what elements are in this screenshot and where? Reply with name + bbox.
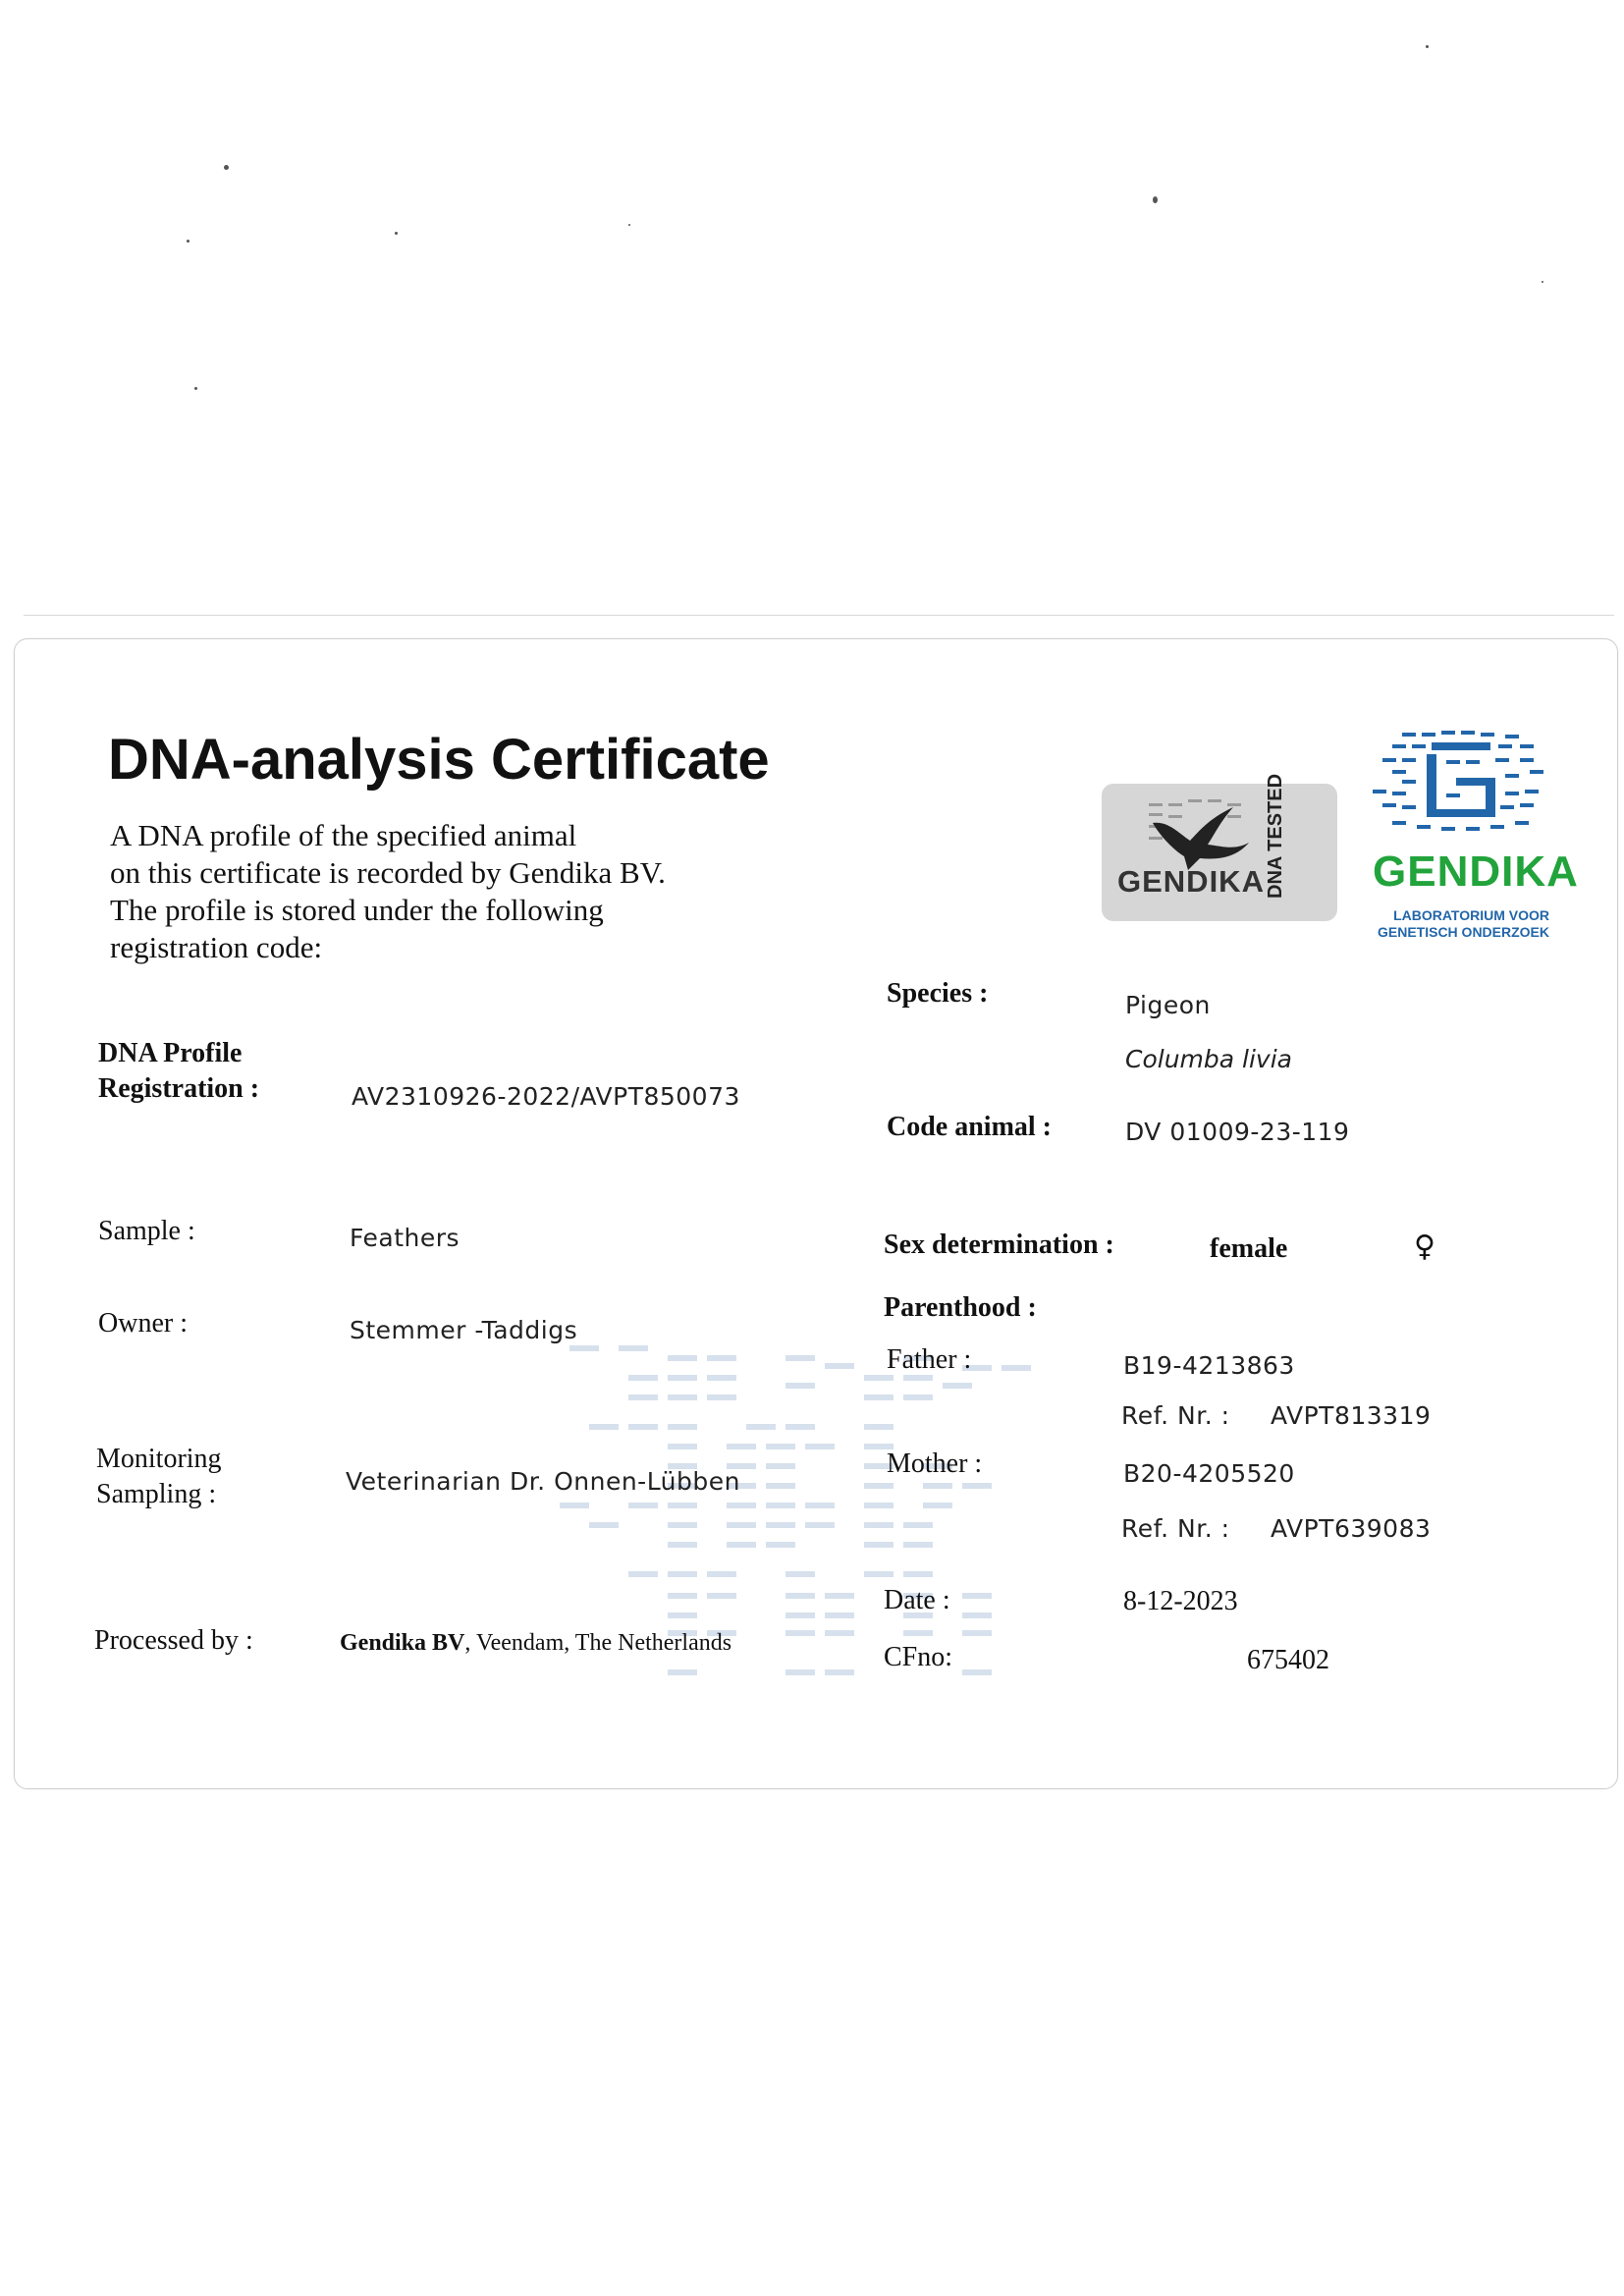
code-animal-label: Code animal : (887, 1112, 1052, 1142)
certificate-title: DNA-analysis Certificate (108, 728, 770, 792)
mother-ref-label: Ref. Nr. : (1121, 1514, 1230, 1543)
father-ref-value: AVPT813319 (1271, 1401, 1432, 1430)
registration-label-line2: Registration : (98, 1073, 260, 1104)
monitoring-label-line2: Sampling : (96, 1479, 217, 1509)
mother-label: Mother : (887, 1449, 983, 1479)
date-value: 8-12-2023 (1123, 1586, 1238, 1616)
code-animal-value: DV 01009-23-119 (1125, 1118, 1350, 1146)
date-label: Date : (884, 1585, 950, 1615)
processed-location: , Veendam, The Netherlands (464, 1630, 732, 1656)
sticker-brand: GENDIKA (1117, 864, 1265, 899)
bird-icon (1139, 793, 1267, 872)
cfno-value: 675402 (1247, 1645, 1329, 1675)
registration-label-line1: DNA Profile (98, 1038, 243, 1068)
monitoring-label-line1: Monitoring (96, 1444, 222, 1474)
scan-speck (1153, 196, 1158, 203)
sex-value: female (1210, 1233, 1288, 1264)
parenthood-label: Parenthood : (884, 1292, 1037, 1323)
female-symbol-icon: ♀ (1414, 1230, 1435, 1264)
species-latin-value: Columba livia (1125, 1045, 1292, 1073)
gendika-logo-icon (1373, 731, 1549, 839)
logo-subtitle-line: GENETISCH ONDERZOEK (1377, 924, 1549, 940)
scan-speck (628, 224, 630, 226)
species-label: Species : (887, 978, 989, 1009)
intro-line: The profile is stored under the following (110, 893, 604, 927)
intro-line: registration code: (110, 930, 323, 964)
scan-edge-line (24, 615, 1614, 616)
owner-value: Stemmer -Taddigs (350, 1316, 578, 1344)
scan-speck (194, 387, 197, 390)
scan-speck (1426, 45, 1429, 48)
sample-label: Sample : (98, 1216, 195, 1246)
sticker-label: DNA TESTED (1265, 773, 1286, 899)
father-label: Father : (887, 1344, 972, 1375)
mother-ref-value: AVPT639083 (1271, 1514, 1432, 1543)
father-value: B19-4213863 (1123, 1351, 1295, 1380)
processed-company: Gendika BV (340, 1630, 465, 1656)
intro-line: on this certificate is recorded by Gendika BV. (110, 855, 666, 890)
scan-speck (1542, 281, 1543, 283)
intro-line: A DNA profile of the specified animal (110, 818, 577, 852)
processed-value (340, 1630, 731, 1657)
cfno-label: CFno: (884, 1642, 953, 1672)
sample-value: Feathers (350, 1224, 460, 1252)
mother-value: B20-4205520 (1123, 1459, 1295, 1488)
owner-label: Owner : (98, 1308, 188, 1339)
scan-speck (224, 165, 229, 170)
species-common-value: Pigeon (1125, 991, 1211, 1019)
gendika-logo-subtitle (1373, 907, 1549, 941)
father-ref-label: Ref. Nr. : (1121, 1401, 1230, 1430)
logo-subtitle-line: LABORATORIUM VOOR (1393, 907, 1549, 923)
scan-speck (395, 232, 398, 235)
registration-value: AV2310926-2022/AVPT850073 (352, 1082, 740, 1111)
processed-label: Processed by : (94, 1625, 253, 1656)
scan-speck (187, 240, 189, 243)
intro-paragraph (110, 817, 817, 966)
monitoring-value: Veterinarian Dr. Onnen-Lübben (346, 1467, 740, 1496)
gendika-logo-name: GENDIKA (1373, 847, 1579, 896)
sex-determination-label: Sex determination : (884, 1230, 1114, 1260)
